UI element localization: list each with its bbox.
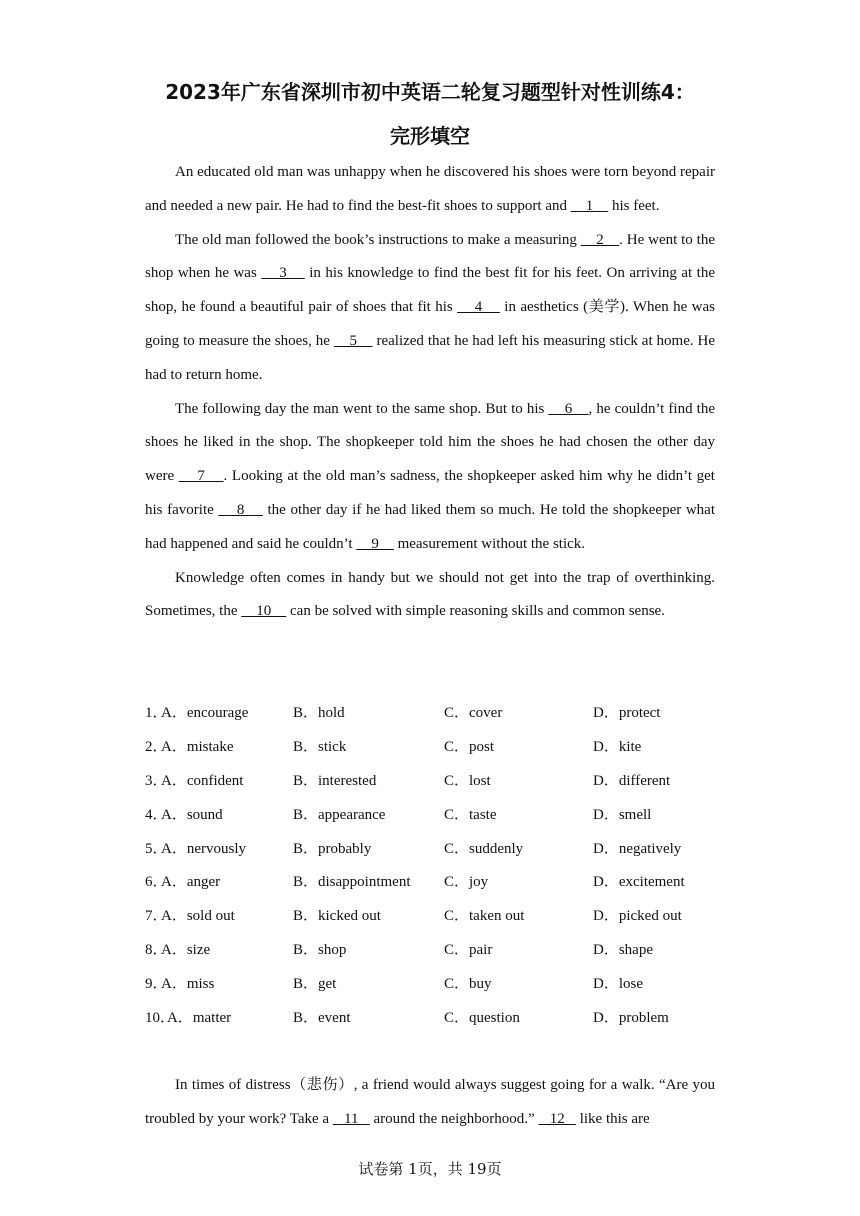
option-a: A．encourage: [161, 705, 249, 721]
question-number: 7．: [145, 908, 168, 925]
option-b: B．get: [293, 976, 337, 993]
question-number: 10．: [145, 1010, 176, 1027]
option-a: A．size: [161, 942, 211, 959]
question-number: 2．: [145, 738, 168, 755]
passage-text: The following day the man went to the same shop. But to his: [175, 400, 549, 417]
option-b: B．interested: [293, 772, 377, 789]
passage-text: The old man followed the book’s instructions to make a measuring: [175, 231, 581, 248]
option-c: C．post: [444, 738, 495, 755]
question-row: [145, 968, 715, 1002]
option-a: A．sold out: [161, 908, 235, 925]
option-b: B．event: [293, 1010, 351, 1027]
question-row: [145, 731, 715, 765]
question-number: 5．: [145, 840, 168, 857]
passage-text: measurement without the stick.: [393, 535, 586, 552]
passage-text: In times of distress（悲伤）, a friend would always suggest going for a walk. “Are you troubled by your work? Take a: [145, 1077, 715, 1127]
option-d: D．problem: [593, 1010, 669, 1027]
option-d: D．shape: [593, 942, 653, 959]
passage-text: in his knowledge to find the best fit for his feet. On arriving at the shop, he found a beautiful pair of shoes that fit his: [145, 265, 716, 316]
option-b: B．stick: [293, 738, 347, 755]
option-b: B．kicked out: [293, 908, 381, 925]
question-number: 9．: [145, 976, 168, 993]
option-c: C．joy: [444, 874, 489, 891]
blank: 5: [333, 332, 373, 349]
title-line-2: 完形填空: [390, 124, 470, 148]
passage-text: can be solved with simple reasoning skills and common sense.: [286, 603, 665, 620]
answer-options: [145, 697, 715, 1036]
option-d: D．different: [593, 772, 671, 789]
question-row: [145, 697, 715, 731]
question-row: [145, 900, 715, 934]
option-b: B．disappointment: [293, 874, 411, 891]
option-c: C．suddenly: [444, 840, 524, 857]
paragraph: [145, 156, 715, 224]
passage-text: . He went to the shop when he was: [145, 231, 715, 282]
blank: 9: [356, 535, 394, 552]
question-row: [145, 866, 715, 900]
passage-text: around the neighborhood.”: [369, 1111, 539, 1127]
passage-text: . Looking at the old man’s sadness, the shopkeeper asked him why he didn’t get his favorite: [145, 468, 715, 518]
paragraph: [145, 224, 715, 393]
passage-text: in aesthetics (美学). When he was going to measure the shoes, he: [145, 299, 716, 349]
option-c: C．cover: [444, 705, 503, 721]
option-c: C．taste: [444, 806, 497, 823]
question-row: [145, 833, 715, 867]
question-row: [145, 934, 715, 968]
question-row: [145, 1002, 715, 1036]
passage-text: like this are: [575, 1111, 650, 1127]
cloze-passage-2: [145, 1068, 715, 1136]
option-b: B．probably: [293, 840, 372, 857]
paragraph: [145, 1068, 715, 1136]
option-a: A．confident: [161, 772, 244, 789]
option-b: B．appearance: [293, 806, 386, 823]
option-c: C．taken out: [444, 908, 525, 925]
option-c: C．buy: [444, 976, 492, 993]
page-footer: 试卷第 1页，共 19页: [358, 1160, 502, 1178]
option-b: B．hold: [293, 705, 345, 721]
blank: 8: [218, 501, 263, 518]
paragraph: [145, 562, 715, 630]
option-d: D．excitement: [593, 874, 685, 891]
question-number: 1．: [145, 705, 168, 721]
cloze-passage-1: [145, 156, 715, 629]
option-c: C．question: [444, 1010, 520, 1027]
question-number: 4．: [145, 806, 168, 823]
option-a: A．sound: [161, 806, 223, 823]
question-number: 8．: [145, 942, 168, 959]
question-number: 3．: [145, 772, 168, 789]
option-a: A．nervously: [161, 840, 246, 857]
blank: 6: [548, 400, 589, 417]
option-a: A．mistake: [161, 738, 234, 755]
paragraph: [145, 393, 715, 562]
blank: 3: [261, 265, 305, 282]
blank: 2: [580, 231, 620, 248]
passage-text: the other day if he had liked them so much. He told the shopkeeper what had happened and said he couldn’t: [145, 501, 715, 552]
question-row: [145, 799, 715, 833]
option-a: A．anger: [161, 874, 221, 891]
title-line-1: 2023年广东省深圳市初中英语二轮复习题型针对性训练4：: [165, 80, 695, 104]
passage-text: An educated old man was unhappy when he discovered his shoes were torn beyond repair and needed a new pair. He had to find the best-fit shoes to support and: [145, 164, 715, 214]
option-c: C．pair: [444, 942, 493, 959]
blank: 12: [538, 1111, 576, 1127]
blank: 11: [332, 1111, 370, 1127]
blank: 4: [457, 299, 500, 316]
option-c: C．lost: [444, 772, 491, 789]
passage-text: realized that he had left his measuring stick at home. He had to return home.: [145, 332, 715, 383]
passage-text: Knowledge often comes in handy but we should not get into the trap of overthinking. Sometimes, the: [145, 569, 715, 620]
option-d: D．smell: [593, 806, 652, 823]
blank: 7: [178, 468, 224, 485]
passage-text: , he couldn’t find the shoes he liked in the shop. The shopkeeper told him the shoes he had chosen the other day were: [145, 400, 715, 485]
question-number: 6．: [145, 874, 168, 891]
passage-text: his feet.: [608, 197, 660, 214]
option-d: D．picked out: [593, 908, 682, 925]
question-row: [145, 765, 715, 799]
option-d: D．lose: [593, 976, 643, 993]
option-a: A．miss: [161, 976, 215, 993]
option-d: D．negatively: [593, 840, 682, 857]
option-d: D．protect: [593, 705, 661, 721]
blank: 1: [570, 197, 609, 214]
option-a: A．matter: [167, 1010, 232, 1027]
option-b: B．shop: [293, 942, 347, 959]
option-d: D．kite: [593, 738, 642, 755]
blank: 10: [241, 603, 287, 620]
